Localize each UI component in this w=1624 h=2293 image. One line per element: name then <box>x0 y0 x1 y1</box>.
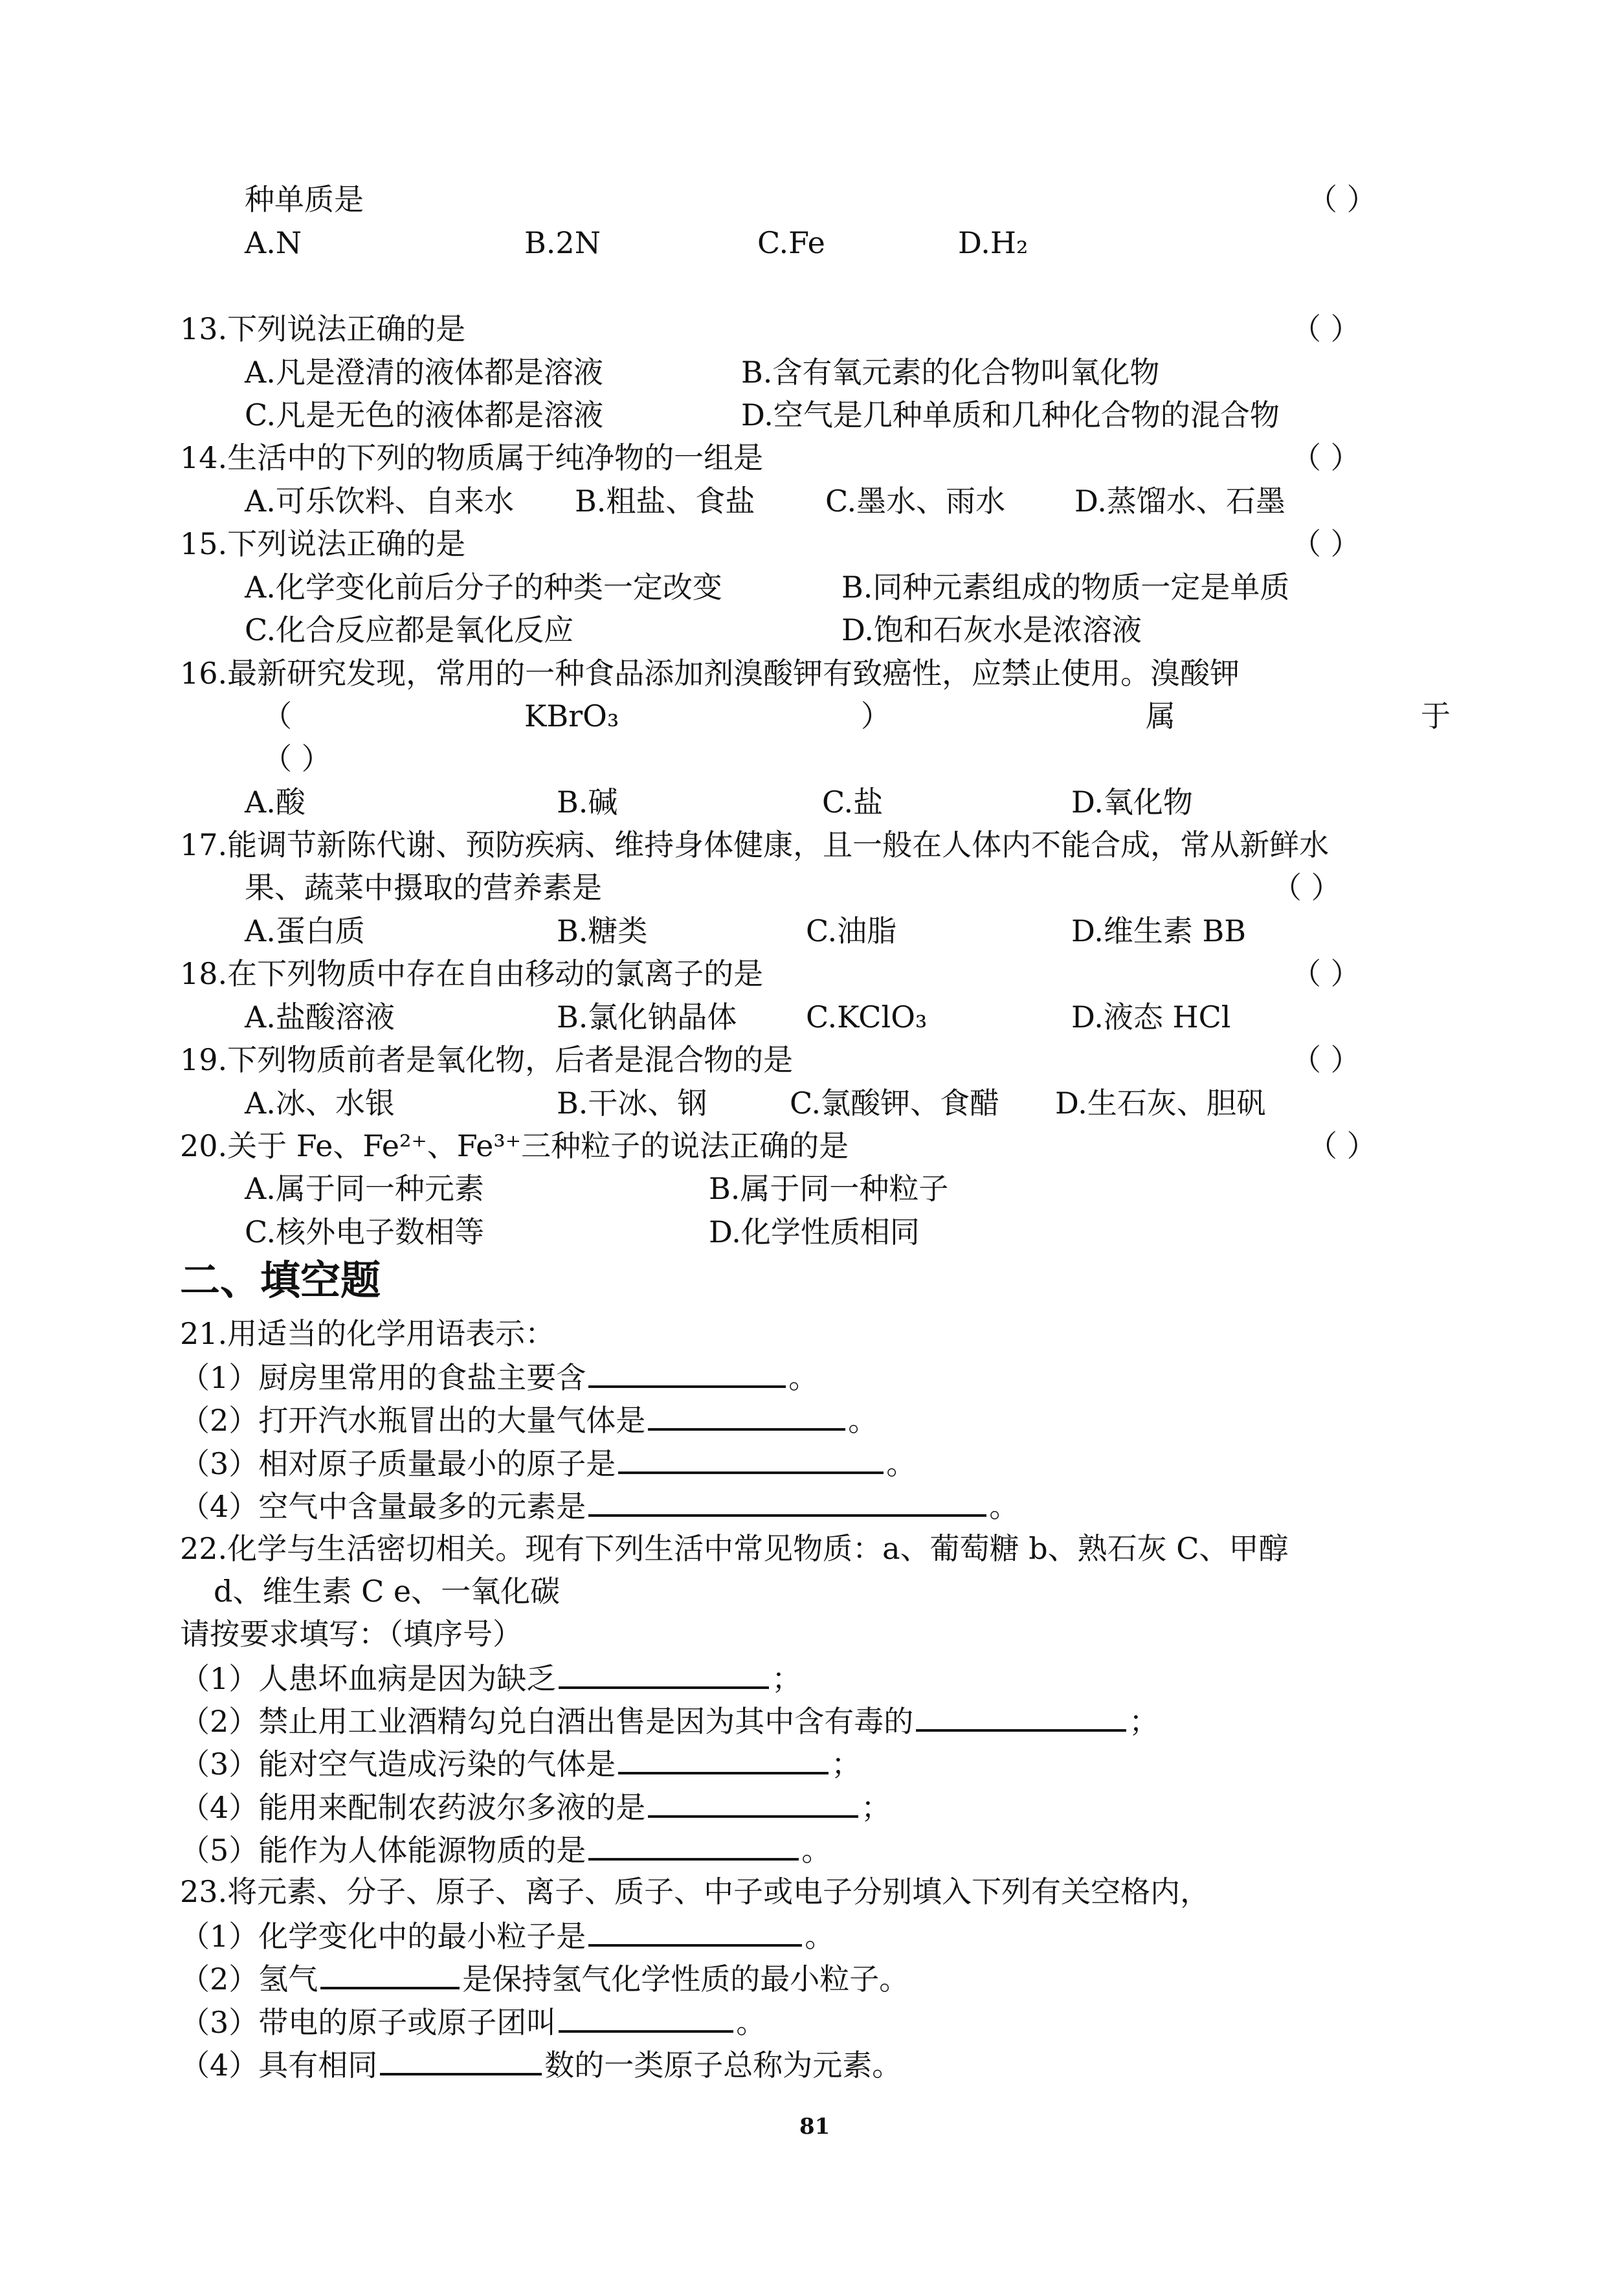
q23-stem: 23.将元素、分子、原子、离子、质子、中子或电子分别填入下列有关空格内， <box>180 1874 1210 1909</box>
q18-option-d: D.液态 HCl <box>1071 1000 1231 1035</box>
q21-stem: 21.用适当的化学用语表示： <box>180 1316 555 1351</box>
q23-item-2: （2）氢气 是保持氢气化学性质的最小粒子。 <box>180 1958 909 1998</box>
q18-stem: 18.在下列物质中存在自由移动的氯离子的是 <box>180 956 764 991</box>
q14-stem: 14.生活中的下列的物质属于纯净物的一组是 <box>180 440 764 475</box>
q14-answer-bracket: （ ） <box>1291 440 1361 475</box>
q18-answer-bracket: （ ） <box>1291 956 1361 991</box>
q14-option-a: A.可乐饮料、自来水 <box>245 484 514 519</box>
q17-answer-bracket: （ ） <box>1272 870 1341 905</box>
q12-stem-tail: 种单质是 <box>245 182 364 217</box>
q18-option-b: B.氯化钠晶体 <box>557 1000 737 1035</box>
q12-option-a: A.N <box>245 225 302 260</box>
q22-blank-2[interactable] <box>916 1701 1126 1732</box>
q14-option-c: C.墨水、雨水 <box>825 484 1006 519</box>
q13-stem: 13.下列说法正确的是 <box>180 311 466 346</box>
q15-option-b: B.同种元素组成的物质一定是单质 <box>841 570 1290 605</box>
q12-option-c: C.Fe <box>757 225 825 260</box>
q13-option-c: C.凡是无色的液体都是溶液 <box>245 397 604 432</box>
q13-answer-bracket: （ ） <box>1291 311 1361 346</box>
q12-option-d: D.H₂ <box>958 225 1029 260</box>
q22-item-2: （2）禁止用工业酒精勾兑白酒出售是因为其中含有毒的 ； <box>180 1701 1159 1741</box>
q17-option-b: B.糖类 <box>557 913 648 948</box>
q16-option-d: D.氧化物 <box>1071 785 1193 820</box>
q16-line2-yu: 于 <box>1421 699 1451 733</box>
q23-item-3: （3）带电的原子或原子团叫 。 <box>180 2002 766 2042</box>
q13-option-b: B.含有氧元素的化合物叫氧化物 <box>741 355 1160 390</box>
q15-option-d: D.饱和石灰水是浓溶液 <box>841 612 1142 647</box>
q22-instruction: 请按要求填写：（填序号） <box>180 1616 522 1651</box>
q19-option-a: A.冰、水银 <box>245 1086 395 1121</box>
q16-answer-bracket: （ ） <box>262 741 331 776</box>
q16-option-c: C.盐 <box>822 785 884 820</box>
q23-item-4: （4）具有相同 数的一类原子总称为元素。 <box>180 2044 902 2085</box>
q16-option-a: A.酸 <box>245 785 306 820</box>
q22-blank-4[interactable] <box>648 1787 858 1818</box>
q23-blank-3[interactable] <box>559 2002 733 2033</box>
q21-blank-2[interactable] <box>648 1400 845 1431</box>
q22-item-3: （3）能对空气造成污染的气体是 ； <box>180 1743 861 1784</box>
q16-stem: 16.最新研究发现，常用的一种食品添加剂溴酸钾有致癌性，应禁止使用。溴酸钾 <box>180 656 1240 691</box>
q20-answer-bracket: （ ） <box>1307 1128 1377 1163</box>
q21-blank-3[interactable] <box>618 1443 884 1474</box>
q12-answer-bracket: （ ） <box>1307 182 1377 217</box>
q22-item-4: （4）能用来配制农药波尔多液的是 ； <box>180 1787 891 1827</box>
q21-blank-1[interactable] <box>588 1357 786 1388</box>
q23-blank-4[interactable] <box>380 2044 542 2075</box>
q21-blank-4[interactable] <box>588 1486 986 1517</box>
q23-blank-1[interactable] <box>588 1916 802 1947</box>
q20-option-b: B.属于同一种粒子 <box>709 1171 949 1206</box>
q23-item-1: （1）化学变化中的最小粒子是 。 <box>180 1916 834 1956</box>
q22-item-1: （1）人患坏血病是因为缺乏 ； <box>180 1658 801 1698</box>
q16-line2-open: （ <box>262 699 292 733</box>
q13-option-d: D.空气是几种单质和几种化合物的混合物 <box>741 397 1280 432</box>
q20-option-a: A.属于同一种元素 <box>245 1171 484 1206</box>
q20-stem: 20.关于 Fe、Fe²⁺、Fe³⁺三种粒子的说法正确的是 <box>180 1128 849 1163</box>
q16-option-b: B.碱 <box>557 785 618 820</box>
q19-option-d: D.生石灰、胆矾 <box>1055 1086 1266 1121</box>
q19-option-c: C.氯酸钾、食醋 <box>790 1086 1000 1121</box>
q19-stem: 19.下列物质前者是氧化物，后者是混合物的是 <box>180 1042 794 1077</box>
q22-blank-3[interactable] <box>618 1743 829 1774</box>
q22-blank-5[interactable] <box>588 1829 799 1861</box>
q20-option-c: C.核外电子数相等 <box>245 1214 485 1249</box>
q12-option-b: B.2N <box>524 225 601 260</box>
q16-formula: KBrO₃ <box>524 699 619 733</box>
q19-option-b: B.干冰、钢 <box>557 1086 707 1121</box>
q16-line2-shu: 属 <box>1146 699 1175 733</box>
q16-line2-close: ） <box>861 699 891 733</box>
q23-blank-2[interactable] <box>320 1958 460 1989</box>
q15-option-a: A.化学变化前后分子的种类一定改变 <box>245 570 722 605</box>
q22-stem: 22.化学与生活密切相关。现有下列生活中常见物质：a、葡萄糖 b、熟石灰 C、甲醇 <box>180 1531 1289 1566</box>
q21-item-3: （3）相对原子质量最小的原子是 。 <box>180 1443 916 1483</box>
q13-option-a: A.凡是澄清的液体都是溶液 <box>245 355 603 390</box>
q15-option-c: C.化合反应都是氧化反应 <box>245 612 574 647</box>
q22-stem-line2: d、维生素 C e、一氧化碳 <box>214 1574 561 1609</box>
section-heading-fill-in: 二、填空题 <box>180 1257 381 1304</box>
q15-answer-bracket: （ ） <box>1291 526 1361 561</box>
q14-option-d: D.蒸馏水、石墨 <box>1074 484 1285 519</box>
q21-item-2: （2）打开汽水瓶冒出的大量气体是 。 <box>180 1400 878 1440</box>
q17-option-c: C.油脂 <box>806 913 897 948</box>
q18-option-c: C.KClO₃ <box>806 1000 928 1035</box>
q19-answer-bracket: （ ） <box>1291 1042 1361 1077</box>
q17-option-a: A.蛋白质 <box>245 913 365 948</box>
q14-option-b: B.粗盐、食盐 <box>575 484 755 519</box>
q17-stem-line2: 果、蔬菜中摄取的营养素是 <box>245 870 602 905</box>
q21-item-4: （4）空气中含量最多的元素是 。 <box>180 1486 1019 1526</box>
q22-blank-1[interactable] <box>559 1658 769 1689</box>
q15-stem: 15.下列说法正确的是 <box>180 526 466 561</box>
page-number: 81 <box>799 2114 830 2140</box>
q17-stem: 17.能调节新陈代谢、预防疾病、维持身体健康，且一般在人体内不能合成，常从新鲜水 <box>180 827 1329 862</box>
q20-option-d: D.化学性质相同 <box>709 1214 920 1249</box>
q17-option-d: D.维生素 BB <box>1071 913 1247 948</box>
q22-item-5: （5）能作为人体能源物质的是 。 <box>180 1829 831 1870</box>
q18-option-a: A.盐酸溶液 <box>245 1000 395 1035</box>
q21-item-1: （1）厨房里常用的食盐主要含 。 <box>180 1357 818 1397</box>
